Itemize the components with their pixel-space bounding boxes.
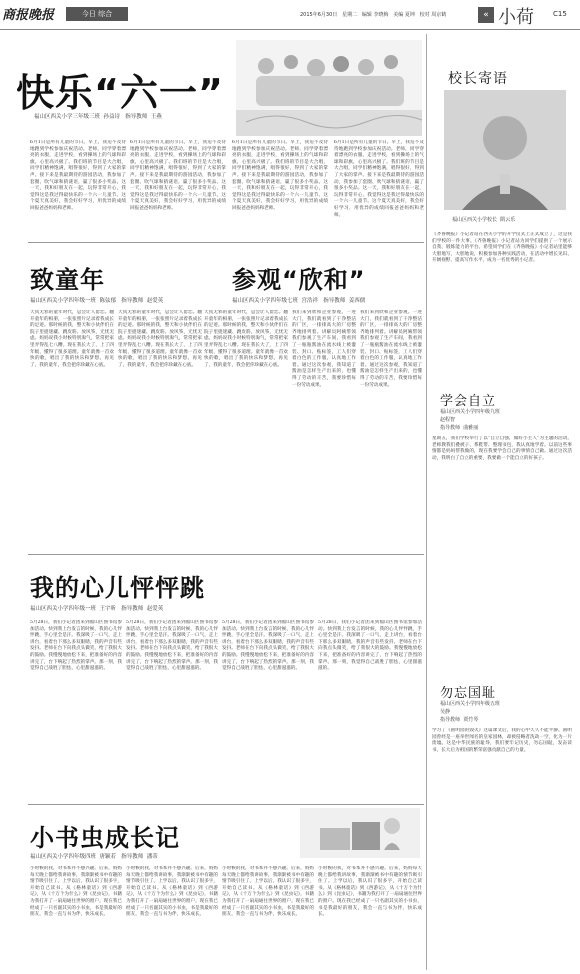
- article3-teacher-label: 指导教师: [323, 298, 346, 304]
- poem1-teacher: [440, 424, 478, 431]
- article1-body-col1: 6月1日是所有儿童的节日。早上，我迫不及待地跑到学校参加庆祝活动。老师，同学穿着漂亮的衣服，走进学校，看到操场上的气球和彩旗，心里高兴极了。我们班的节目是大合唱，同学们精神饱满，唱得很好，得到了大家的掌声。接下来是我最期待的游园活动，我参加了套圈、吹气球和猜谜语，赢了很多小奖品。这一天，我和好朋友在一起，玩得非常开心，我觉得这是我过得最快乐的一个六一儿童节。这个夏天真美好，我会好好学习，用优异的成绩回报爸爸妈妈和老师。: [30, 140, 126, 211]
- article3-school: 福山区西关小学四年级七班: [232, 298, 299, 304]
- poem2-teacher-name: 贾竹琴: [463, 717, 479, 723]
- section-tag: 今日 综合: [66, 7, 128, 21]
- masthead-info: [300, 11, 446, 18]
- principal-title: 福山区西关小学校长: [452, 217, 498, 223]
- article4-byline: [30, 604, 163, 612]
- column-name: 小荷: [498, 7, 534, 28]
- page-number: C15: [553, 10, 567, 18]
- books-illustration: [300, 808, 420, 858]
- poem1-teacher-label: 指导教师: [440, 425, 461, 431]
- poem1-author: 赵程智: [440, 417, 456, 423]
- article4-school: 福山区西关小学四年级一班: [30, 606, 97, 612]
- poem1-body: 星期五，我们学校举行了以“自立自强，做好小主人”为主题的活动。老师教我们叠被子、系鞋带、整理书包，我认真地学着。以前这些事情都是妈妈帮我做的，现在我要学会自己的事情自己做。通过这次活动，我明白了自立的重要，我要做一个能自立的好孩子。: [432, 436, 572, 461]
- article4-teacher: 赵爱英: [146, 606, 164, 612]
- article1-byline: [34, 112, 162, 120]
- issue-weekday: 星期二: [342, 12, 358, 18]
- article4-title: 我的心儿怦怦跳: [30, 574, 205, 602]
- poem2-teacher-label: 指导教师: [440, 717, 461, 723]
- poem1-title: 学会自立: [440, 394, 497, 409]
- article1-body-col2: 6月1日是所有儿童的节日。早上，我迫不及待地跑到学校参加庆祝活动。老师，同学穿着漂亮的衣服，走进学校，看到操场上的气球和彩旗，心里高兴极了。我们班的节目是大合唱，同学们精神饱满，唱得很好，得到了大家的掌声。接下来是我最期待的游园活动，我参加了套圈、吹气球和猜谜语，赢了很多小奖品。这一天，我和好朋友在一起，玩得非常开心，我觉得这是我过得最快乐的一个六一儿童节。这个夏天真美好，我会好好学习，用优异的成绩回报爸爸妈妈和老师。: [130, 140, 226, 211]
- principal-name: 隋云乐: [500, 217, 516, 223]
- article2-teacher-label: 指导教师: [121, 298, 144, 304]
- article5-body-col3: 小时候的我，对书本并不感兴趣。后来，妈妈每天晚上都给我讲故事，我渐渐被书中有趣的情节吸引住了。上学以后，我认识了很多字，开始自己读书。从《格林童话》到《西游记》，从《十万个为什么》到《昆虫记》，书籍为我打开了一扇扇通往世界的窗户。现在我已经成了一只名副其实的小书虫，书是我最好的朋友，我会一直与书为伴，快乐成长。: [222, 866, 314, 918]
- principal-caption: [452, 216, 515, 223]
- principal-body: 《齐鲁晚报》小记者站在西关小学的开学仪式上正式成立了，这是我们学校的一件大事。《齐鲁晚报》小记者站为同学们提供了一个展示自我、锻炼能力的平台。希望同学们在《齐鲁晚报》小记者站里能够大胆地写、大胆地说，积极参加各种实践活动，在活动中增长见识、开阔视野、提高写作水平，成为一名优秀的小记者。: [432, 232, 572, 264]
- poem1-teacher-name: 曲雅丽: [463, 425, 479, 431]
- children-illustration: [236, 40, 422, 136]
- proof-label: 校对: [419, 12, 430, 18]
- article1-teacher-label: 指导教师: [125, 114, 148, 120]
- poem2-author: 吴静: [440, 709, 451, 715]
- masthead: [0, 0, 580, 30]
- article5-school: 福山区西关小学四年级四班: [30, 854, 97, 860]
- article2-body-col1: 天真无邪的童年时代，总会让人留恋。翻开童年的相册，一张张照片记录着我成长的足迹。那时候的我，整天和小伙伴们在院子里捉迷藏、跳皮筋、放风筝，无忧无虑。妈妈说我小时候特别淘气，常常把家里弄得乱七八糟。现在我长大了，上了四年级，懂得了很多道理。童年就像一首欢快的歌，唱出了我的快乐和梦想。再见了，我的童年，我会把你珍藏在心底。: [30, 310, 114, 368]
- column-icon: «: [478, 7, 494, 23]
- article1-illustration: [236, 40, 422, 136]
- designer-label: 美编: [393, 12, 404, 18]
- article5-author: 唐颖若: [99, 854, 117, 860]
- article5-teacher-label: 指导教师: [121, 854, 144, 860]
- article5-teacher: 潘蒂: [146, 854, 158, 860]
- article1-teacher: 王燕: [150, 114, 162, 120]
- article2-body-col2: 天真无邪的童年时代，总会让人留恋。翻开童年的相册，一张张照片记录着我成长的足迹。那时候的我，整天和小伙伴们在院子里捉迷藏、跳皮筋、放风筝，无忧无虑。妈妈说我小时候特别淘气，常常把家里弄得乱七八糟。现在我长大了，上了四年级，懂得了很多道理。童年就像一首欢快的歌，唱出了我的快乐和梦想。再见了，我的童年，我会把你珍藏在心底。: [118, 310, 202, 368]
- editor-label: 编辑: [361, 12, 372, 18]
- article4-body-col1: 5月28日，我们小记者团来到福山区图书馆参加活动。快到我上台发言的时候，我的心儿怦怦跳，手心里全是汗。我深吸了一口气，走上讲台，看着台下那么多双眼睛，我的声音有些发抖。老师在台下向我点头微笑，给了我很大的鼓励。我慢慢地放松下来，把准备好的内容讲完了，台下响起了热烈的掌声。那一刻，我觉得自己战胜了胆怯，心里甜滋滋的。: [30, 620, 122, 672]
- poem1-school: 福山区西关小学四年级九班: [440, 409, 501, 415]
- article4-body-col4: 5月28日，我们小记者团来到福山区图书馆参加活动。快到我上台发言的时候，我的心儿怦怦跳，手心里全是汗。我深吸了一口气，走上讲台，看着台下那么多双眼睛，我的声音有些发抖。老师在台下向我点头微笑，给了我很大的鼓励。我慢慢地放松下来，把准备好的内容讲完了，台下响起了热烈的掌声。那一刻，我觉得自己战胜了胆怯，心里甜滋滋的。: [318, 620, 422, 672]
- article2-author: 陈弦郁: [99, 298, 117, 304]
- designer-name: 夏坤: [404, 12, 415, 18]
- principal-photo: [444, 90, 566, 210]
- issue-date: 2015年6月30日: [300, 12, 338, 18]
- article5-title: 小书虫成长记: [30, 824, 180, 852]
- poem2-title: 勿忘国耻: [440, 686, 497, 701]
- article3-author: 宫浩祥: [301, 298, 319, 304]
- newspaper-logo: 商报晚报: [2, 8, 55, 23]
- article2-body-col3: 天真无邪的童年时代，总会让人留恋。翻开童年的相册，一张张照片记录着我成长的足迹。那时候的我，整天和小伙伴们在院子里捉迷藏、跳皮筋、放风筝，无忧无虑。妈妈说我小时候特别淘气，常常把家里弄得乱七八糟。现在我长大了，上了四年级，懂得了很多道理。童年就像一首欢快的歌，唱出了我的快乐和梦想。再见了，我的童年，我会把你珍藏在心底。: [204, 310, 288, 368]
- article3-byline: [232, 296, 365, 304]
- sidebar-divider: [426, 34, 427, 970]
- divider: [28, 554, 424, 555]
- article1-body-col4: 6月1日是所有儿童的节日。早上，我迫不及待地跑到学校参加庆祝活动。老师，同学穿着漂亮的衣服，走进学校，看到操场上的气球和彩旗，心里高兴极了。我们班的节目是大合唱，同学们精神饱满，唱得很好，得到了大家的掌声。接下来是我最期待的游园活动，我参加了套圈、吹气球和猜谜语，赢了很多小奖品。这一天，我和好朋友在一起，玩得非常开心，我觉得这是我过得最快乐的一个六一儿童节。这个夏天真美好，我会好好学习，用优异的成绩回报爸爸妈妈和老师。: [334, 140, 424, 218]
- article2-title: 致童年: [30, 266, 105, 294]
- article4-author: 王宇昕: [99, 606, 117, 612]
- article5-body-col4: 小时候的我，对书本并不感兴趣。后来，妈妈每天晚上都给我讲故事，我渐渐被书中有趣的情节吸引住了。上学以后，我认识了很多字，开始自己读书。从《格林童话》到《西游记》，从《十万个为什么》到《昆虫记》，书籍为我打开了一扇扇通往世界的窗户。现在我已经成了一只名副其实的小书虫，书是我最好的朋友，我会一直与书为伴，快乐成长。: [318, 866, 422, 918]
- article3-body-col1: 我们来到欣和企业参观。一进大门，我们就看到了干净整洁的厂区，一排排高大的厂房整齐地排列着。讲解员阿姨带领我们参观了生产车间，我看到了一瓶瓶酱油在流水线上被灌装、封口、贴标签，工人们穿着白色的工作服，认真地工作着。通过这次参观，我知道了酱油是怎样生产出来的，也懂得了劳动的辛苦，我要珍惜每一份劳动成果。: [292, 310, 356, 388]
- article2-byline: [30, 296, 163, 304]
- divider: [28, 242, 424, 243]
- article5-body-col1: 小时候的我，对书本并不感兴趣。后来，妈妈每天晚上都给我讲故事，我渐渐被书中有趣的情节吸引住了。上学以后，我认识了很多字，开始自己读书。从《格林童话》到《西游记》，从《十万个为什么》到《昆虫记》，书籍为我打开了一扇扇通往世界的窗户。现在我已经成了一只名副其实的小书虫，书是我最好的朋友，我会一直与书为伴，快乐成长。: [30, 866, 122, 918]
- article3-teacher: 姜西儒: [348, 298, 366, 304]
- poem2-teacher: [440, 716, 478, 723]
- article5-body-col2: 小时候的我，对书本并不感兴趣。后来，妈妈每天晚上都给我讲故事，我渐渐被书中有趣的情节吸引住了。上学以后，我认识了很多字，开始自己读书。从《格林童话》到《西游记》，从《十万个为什么》到《昆虫记》，书籍为我打开了一扇扇通往世界的窗户。现在我已经成了一只名副其实的小书虫，书是我最好的朋友，我会一直与书为伴，快乐成长。: [126, 866, 218, 918]
- article3-body-col2: 我们来到欣和企业参观。一进大门，我们就看到了干净整洁的厂区，一排排高大的厂房整齐地排列着。讲解员阿姨带领我们参观了生产车间，我看到了一瓶瓶酱油在流水线上被灌装、封口、贴标签，工人们穿着白色的工作服，认真地工作着。通过这次参观，我知道了酱油是怎样生产出来的，也懂得了劳动的辛苦，我要珍惜每一份劳动成果。: [360, 310, 422, 388]
- poem2-school: 福山区西关小学四年级五班: [440, 701, 501, 707]
- article4-body-col2: 5月28日，我们小记者团来到福山区图书馆参加活动。快到我上台发言的时候，我的心儿怦怦跳，手心里全是汗。我深吸了一口气，走上讲台，看着台下那么多双眼睛，我的声音有些发抖。老师在台下向我点头微笑，给了我很大的鼓励。我慢慢地放松下来，把准备好的内容讲完了，台下响起了热烈的掌声。那一刻，我觉得自己战胜了胆怯，心里甜滋滋的。: [126, 620, 218, 672]
- proof-name: 周京鹤: [431, 12, 447, 18]
- principal-heading: 校长寄语: [448, 71, 508, 87]
- article1-body-col3: 6月1日是所有儿童的节日。早上，我迫不及待地跑到学校参加庆祝活动。老师，同学穿着漂亮的衣服，走进学校，看到操场上的气球和彩旗，心里高兴极了。我们班的节目是大合唱，同学们精神饱满，唱得很好，得到了大家的掌声。接下来是我最期待的游园活动，我参加了套圈、吹气球和猜谜语，赢了很多小奖品。这一天，我和好朋友在一起，玩得非常开心，我觉得这是我过得最快乐的一个六一儿童节。这个夏天真美好，我会好好学习，用优异的成绩回报爸爸妈妈和老师。: [232, 140, 328, 211]
- article5-illustration: [300, 808, 420, 858]
- poem2-body: 学习了《圆明园的毁灭》这篇课文后，我的心中久久不能平静。圆明园曾经是一座举世闻名的皇家园林，却被侵略者洗劫一空，化为一片废墟。这是中华民族的耻辱，我们要牢记历史，勿忘国耻，发奋读书，长大后为祖国的繁荣富强贡献自己的力量。: [432, 728, 572, 753]
- article1-title: 快乐“六一”: [16, 71, 224, 115]
- article3-title: 参观“欣和”: [232, 266, 366, 294]
- article2-teacher: 赵爱英: [146, 298, 164, 304]
- article1-author: 孙益诗: [103, 114, 121, 120]
- article4-body-col3: 5月28日，我们小记者团来到福山区图书馆参加活动。快到我上台发言的时候，我的心儿怦怦跳，手心里全是汗。我深吸了一口气，走上讲台，看着台下那么多双眼睛，我的声音有些发抖。老师在台下向我点头微笑，给了我很大的鼓励。我慢慢地放松下来，把准备好的内容讲完了，台下响起了热烈的掌声。那一刻，我觉得自己战胜了胆怯，心里甜滋滋的。: [222, 620, 314, 672]
- article5-byline: [30, 852, 158, 860]
- article2-school: 福山区西关小学四年级一班: [30, 298, 97, 304]
- article1-school: 福山区西关小学三年级三班: [34, 114, 101, 120]
- article4-teacher-label: 指导教师: [121, 606, 144, 612]
- divider: [28, 804, 424, 805]
- editor-name: 李晓梅: [373, 12, 389, 18]
- portrait-image: [444, 90, 566, 210]
